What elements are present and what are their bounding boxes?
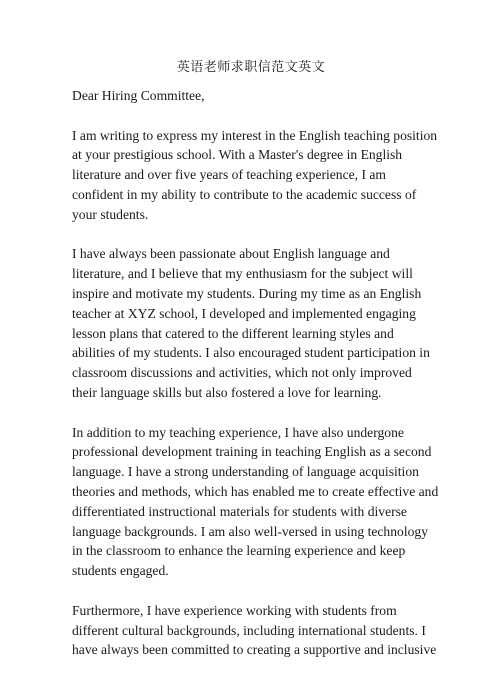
text-line: I have always been passionate about English language and	[72, 246, 390, 262]
document-title: 英语老师求职信范文英文	[176, 60, 326, 75]
paragraph-1	[72, 126, 438, 225]
text-line: teacher at XYZ school, I developed and implemented engaging	[72, 305, 416, 321]
salutation	[72, 86, 434, 106]
text-line: abilities of my students. I also encouraged student participation in	[72, 345, 430, 361]
text-line: classroom discussions and activities, which not only improved	[72, 365, 412, 381]
text-line: their language skills but also fostered a love for learning.	[72, 384, 382, 400]
text-line: differentiated instructional materials for students with diverse	[72, 503, 407, 519]
text-line: Furthermore, I have experience working with students from	[72, 602, 397, 618]
text-line: confident in my ability to contribute to the academic success of	[72, 186, 417, 202]
text-line: different cultural backgrounds, including international students. I	[72, 622, 426, 638]
text-line: have always been committed to creating a supportive and inclusive	[72, 642, 437, 658]
text-line: students engaged.	[72, 563, 169, 579]
text-line: at your prestigious school. With a Master's degree in English	[72, 147, 403, 163]
paragraph-2	[72, 244, 434, 402]
text-line: your students.	[72, 206, 149, 222]
letter-body	[72, 86, 439, 680]
text-line: In addition to my teaching experience, I have also undergone	[72, 424, 404, 440]
text-line: literature and over five years of teaching experience, I am	[72, 167, 387, 183]
text-line: language. I have a strong understanding of language acquisition	[72, 464, 419, 480]
text-line: literature, and I believe that my enthusiasm for the subject will	[72, 266, 413, 282]
paragraph-4	[72, 601, 437, 660]
text-line: professional development training in teaching English as a second	[72, 444, 432, 460]
text-line: language backgrounds. I am also well-versed in using technology	[72, 523, 428, 539]
paragraph-3	[72, 423, 439, 581]
text-line: in the classroom to enhance the learning experience and keep	[72, 543, 406, 559]
text-line: theories and methods, which has enabled me to create effective and	[72, 483, 439, 499]
text-line: lesson plans that catered to the different learning styles and	[72, 325, 394, 341]
text-line: inspire and motivate my students. During my time as an English	[72, 285, 422, 301]
salutation-line: Dear Hiring Committee,	[72, 88, 205, 103]
text-line: I am writing to express my interest in the English teaching position	[72, 127, 438, 143]
